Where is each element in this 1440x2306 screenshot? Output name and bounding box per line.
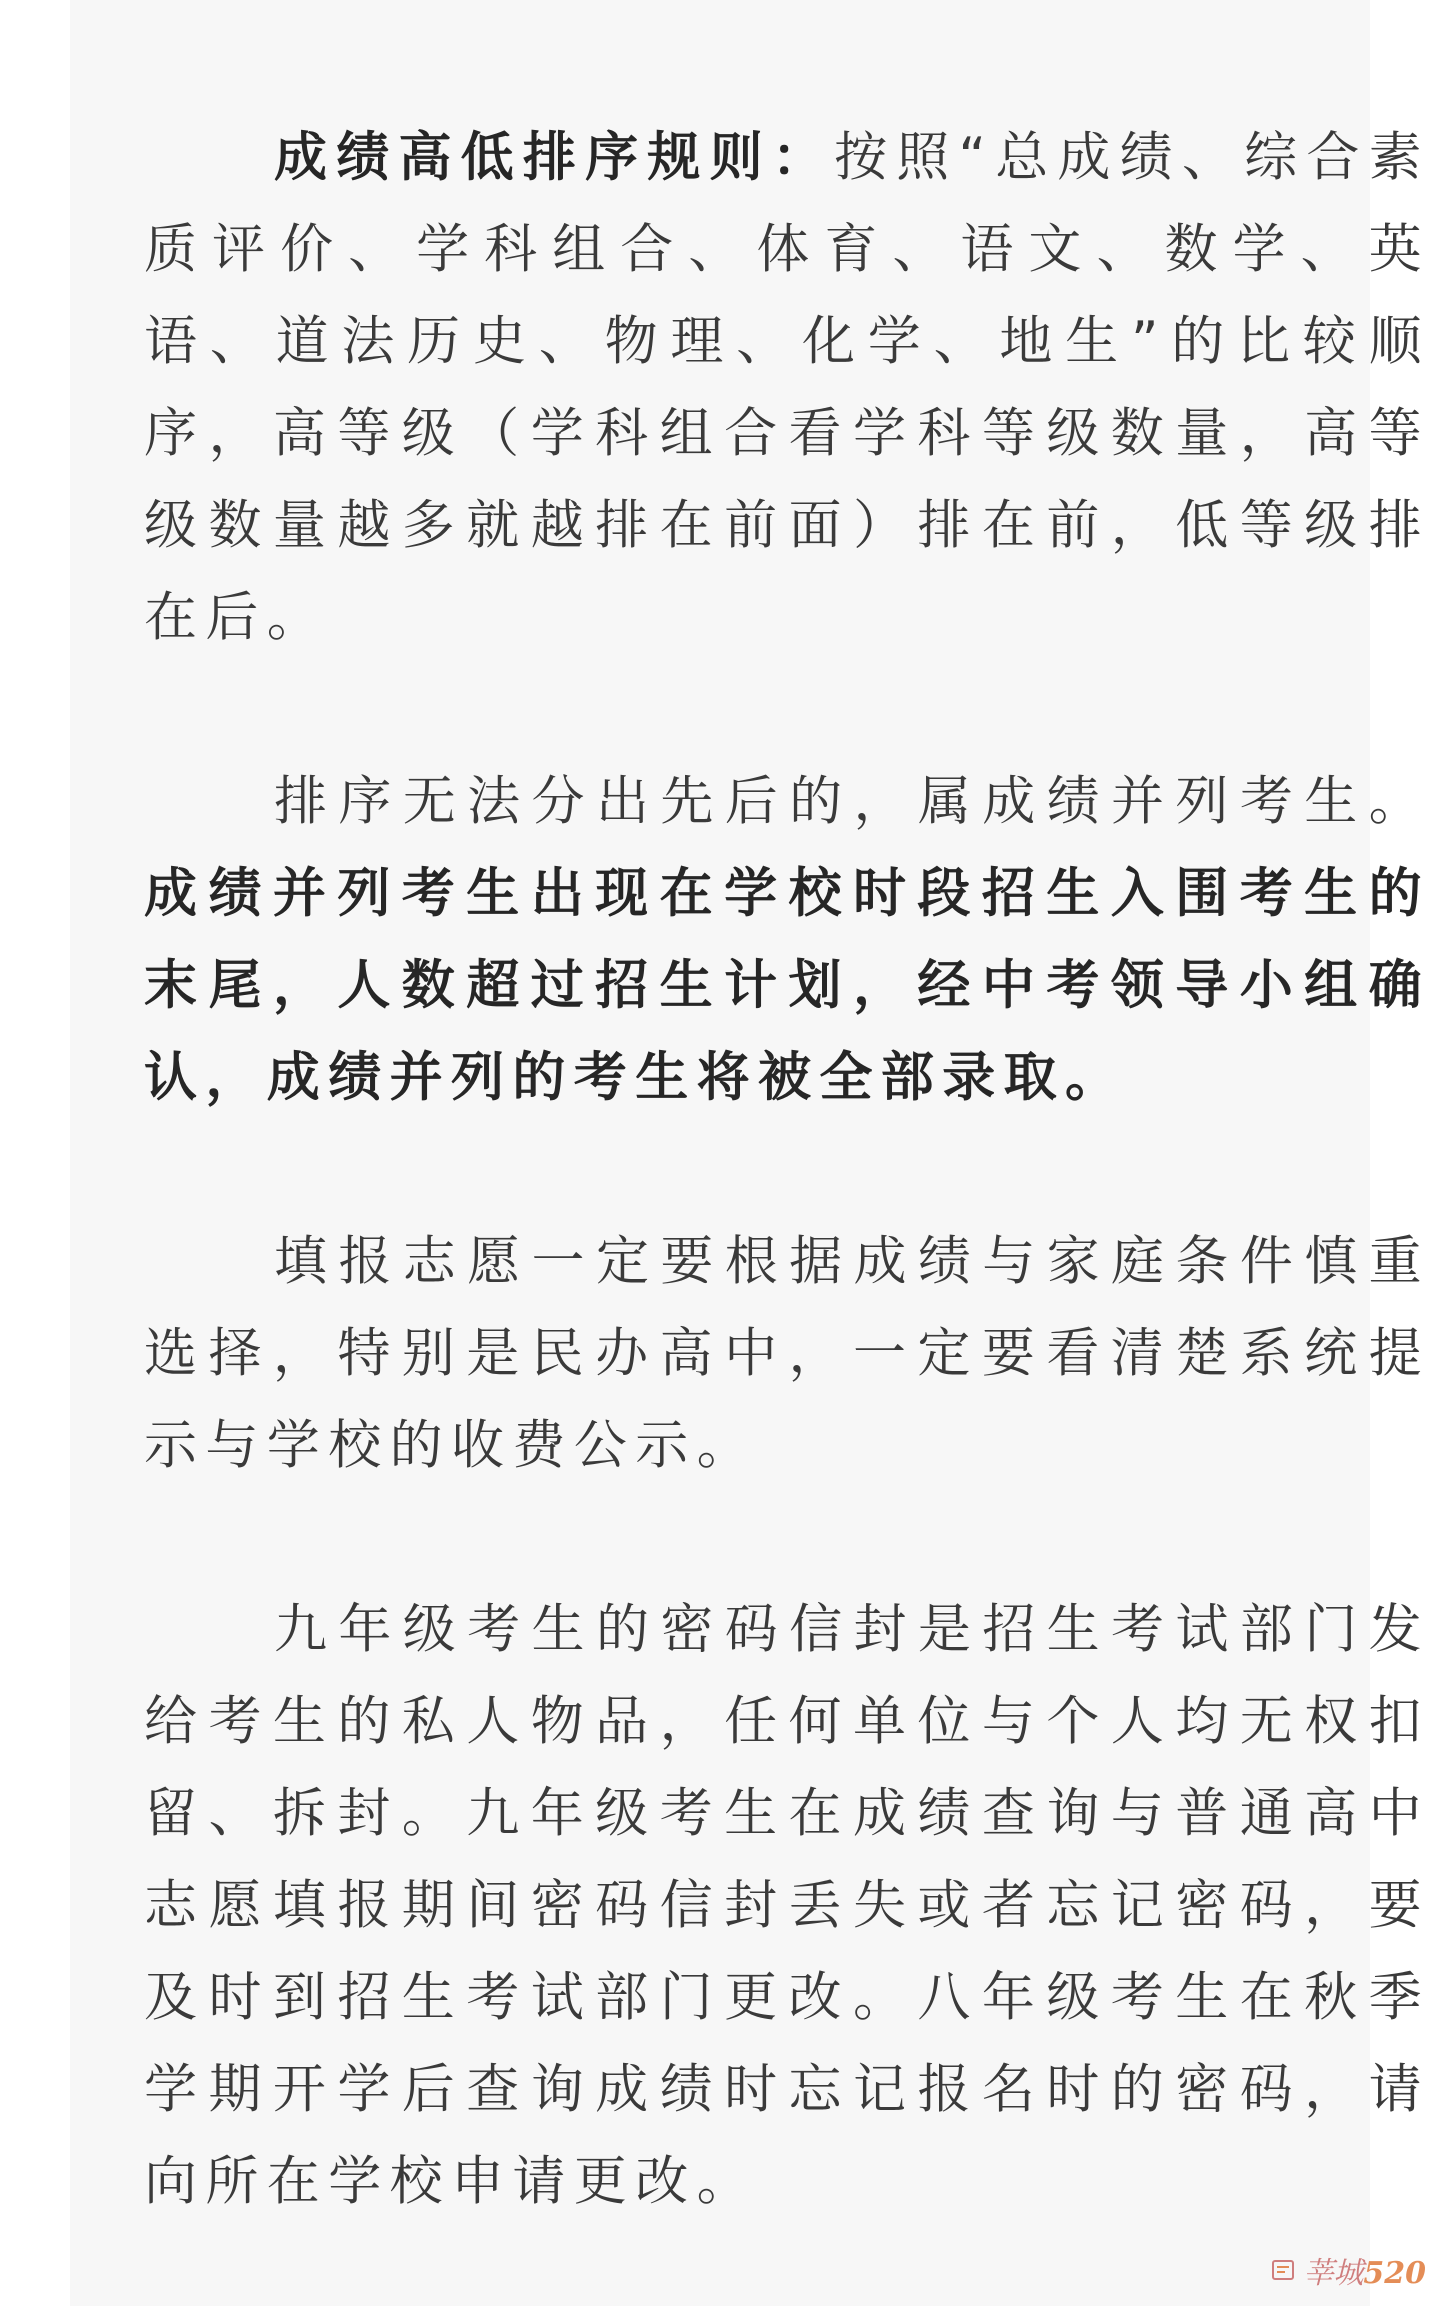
site-watermark xyxy=(1271,2250,1426,2290)
paragraph-sorting-rules xyxy=(144,112,1430,664)
application-advice-text: 填报志愿一定要根据成绩与家庭条件慎重选择，特别是民办高中，一定要看清楚系统提示与学校的收费公示。 xyxy=(144,1231,1430,1476)
paragraph-tied-scores xyxy=(144,756,1430,1124)
tied-scores-text: 排序无法分出先后的，属成绩并列考生。 xyxy=(274,771,1430,832)
tied-scores-bold-text: 成绩并列考生出现在学校时段招生入围考生的末尾，人数超过招生计划，经中考领导小组确认，成绩并列的考生将被全部录取。 xyxy=(144,863,1430,1108)
watermark-text xyxy=(1303,2248,1426,2292)
sorting-rules-text: 按照“总成绩、综合素质评价、学科组合、体育、语文、数学、英语、道法历史、物理、化学、地生”的比较顺序，高等级（学科组合看学科等级数量，高等级数量越多就越排在前面）排在前，低等级排在后。 xyxy=(144,127,1430,648)
watermark-number: 520 xyxy=(1363,2256,1426,2291)
paragraph-password-envelope xyxy=(144,1584,1430,2228)
sorting-rules-title: 成绩高低排序规则： xyxy=(274,127,835,188)
paragraph-application-advice xyxy=(144,1216,1430,1492)
password-envelope-text: 九年级考生的密码信封是招生考试部门发给考生的私人物品，任何单位与个人均无权扣留、拆封。九年级考生在成绩查询与普通高中志愿填报期间密码信封丢失或者忘记密码，要及时到招生考试部门更改。八年级考生在秋季学期开学后查询成绩时忘记报名时的密码，请向所在学校申请更改。 xyxy=(144,1599,1430,2212)
watermark-brand: 莘城 xyxy=(1303,2256,1364,2291)
article-body xyxy=(144,112,1430,2228)
watermark-logo-icon xyxy=(1271,2257,1297,2283)
